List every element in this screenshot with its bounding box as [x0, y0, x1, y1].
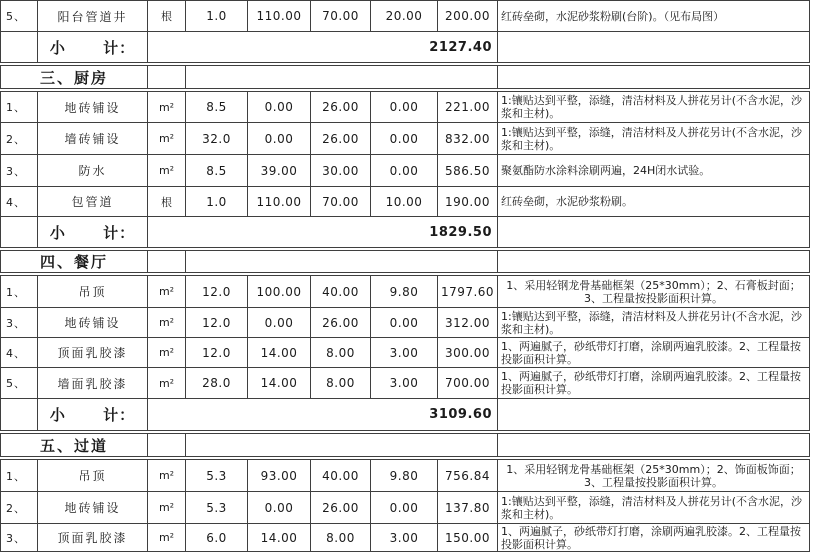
cell-price-2: 40.00: [311, 276, 371, 307]
cell-empty: [498, 399, 809, 430]
cell-price-3: 0.00: [371, 492, 438, 523]
cell-remark: 1、采用轻钢龙骨基础框架（25*30mm）；2、石膏板封面；3、工程量按投影面积计算。: [506, 278, 801, 305]
cell-row-number: 1、: [1, 92, 38, 122]
cell-price-3: 0.00: [371, 155, 438, 186]
cell-price-2: 8.00: [311, 368, 371, 398]
cell-item-name: 地砖铺设: [38, 492, 148, 523]
cell-price-2: 26.00: [311, 492, 371, 523]
section-title: 五、过道: [1, 434, 148, 456]
cell-unit: 根: [148, 187, 186, 216]
cell-quantity: 12.0: [186, 308, 248, 337]
cell-row-number: 5、: [1, 1, 38, 31]
item-row: [1, 123, 809, 155]
cell-empty: [498, 217, 809, 247]
cell-remark: 1:镶贴达到平整，添缝，清洁材料及人拼花另计(不含水泥，沙浆和主材)。: [501, 309, 802, 336]
cell-item-name: 吊顶: [38, 276, 148, 307]
cell-row-number: 4、: [1, 187, 38, 216]
item-row: [1, 92, 809, 123]
cell-row-number: 2、: [1, 492, 38, 523]
cell-remark: 红砖垒砌，水泥砂浆粉刷。: [501, 195, 633, 208]
cell-price-1: 14.00: [248, 368, 311, 398]
cell-price-1: 0.00: [248, 92, 311, 122]
cell-total: 150.00: [438, 524, 498, 551]
cell-unit: 根: [148, 1, 186, 31]
subtotal-row: [1, 32, 809, 62]
cell-quantity: 28.0: [186, 368, 248, 398]
cell-price-3: 0.00: [371, 92, 438, 122]
cell-row-number: 1、: [1, 276, 38, 307]
cell-price-1: 110.00: [248, 187, 311, 216]
cell-quantity: 5.3: [186, 492, 248, 523]
section-header-row: [1, 251, 809, 272]
cell-unit: m²: [148, 368, 186, 398]
cell-empty: [148, 434, 186, 456]
cell-empty: [1, 399, 38, 430]
cell-item-name: 顶面乳胶漆: [38, 338, 148, 367]
cell-price-1: 0.00: [248, 308, 311, 337]
cell-price-3: 10.00: [371, 187, 438, 216]
cell-empty: [498, 66, 809, 88]
subtotal-value: 2127.40: [148, 32, 498, 62]
cell-unit: m²: [148, 460, 186, 491]
cell-row-number: 3、: [1, 155, 38, 186]
subtotal-label: 小 计：: [38, 217, 148, 247]
cell-price-1: 14.00: [248, 524, 311, 551]
cell-price-3: 20.00: [371, 1, 438, 31]
cell-unit: m²: [148, 492, 186, 523]
cell-price-2: 26.00: [311, 123, 371, 154]
cell-empty: [498, 32, 809, 62]
cell-empty: [148, 251, 186, 272]
item-row: [1, 524, 809, 551]
cell-total: 312.00: [438, 308, 498, 337]
cell-total: 586.50: [438, 155, 498, 186]
subtotal-label: 小 计：: [38, 32, 148, 62]
cell-remark: 1:镶贴达到平整，添缝，清洁材料及人拼花另计(不含水泥，沙浆和主材)。: [501, 94, 802, 120]
cell-item-name: 墙面乳胶漆: [38, 368, 148, 398]
cell-total: 1797.60: [438, 276, 498, 307]
cell-remark: 聚氨酯防水涂料涂刷两遍，24H闭水试验。: [501, 164, 711, 177]
table-segment: [0, 91, 810, 248]
item-row: [1, 1, 809, 32]
cell-price-3: 3.00: [371, 338, 438, 367]
cell-remark: 1、两遍腻子，砂纸带灯打磨，涂刷两遍乳胶漆。2、工程量按投影面积计算。: [501, 339, 801, 366]
cell-price-1: 100.00: [248, 276, 311, 307]
cell-unit: m²: [148, 92, 186, 122]
cell-unit: m²: [148, 308, 186, 337]
cell-row-number: 4、: [1, 338, 38, 367]
table-segment: [0, 275, 810, 431]
cell-price-3: 0.00: [371, 123, 438, 154]
cell-remark: 1:镶贴达到平整，添缝，清洁材料及人拼花另计(不含水泥，沙浆和主材)。: [501, 494, 802, 521]
cell-remark: 1、两遍腻子，砂纸带灯打磨，涂刷两遍乳胶漆。2、工程量按投影面积计算。: [501, 370, 801, 396]
cell-total: 200.00: [438, 1, 498, 31]
subtotal-row: [1, 399, 809, 430]
subtotal-value: 3109.60: [148, 399, 498, 430]
cell-total: 190.00: [438, 187, 498, 216]
cell-item-name: 包管道: [38, 187, 148, 216]
cell-quantity: 12.0: [186, 276, 248, 307]
cell-item-name: 地砖铺设: [38, 308, 148, 337]
cell-total: 221.00: [438, 92, 498, 122]
cell-price-1: 14.00: [248, 338, 311, 367]
cell-row-number: 2、: [1, 123, 38, 154]
cell-row-number: 3、: [1, 524, 38, 551]
item-row: [1, 492, 809, 524]
cell-unit: m²: [148, 338, 186, 367]
table-segment: [0, 65, 810, 89]
cell-total: 300.00: [438, 338, 498, 367]
cell-price-3: 3.00: [371, 368, 438, 398]
table-segment: [0, 0, 810, 63]
cell-quantity: 8.5: [186, 92, 248, 122]
cell-price-1: 0.00: [248, 123, 311, 154]
cell-price-2: 8.00: [311, 524, 371, 551]
cell-quantity: 12.0: [186, 338, 248, 367]
cell-price-2: 70.00: [311, 1, 371, 31]
cell-quantity: 1.0: [186, 187, 248, 216]
cell-unit: m²: [148, 155, 186, 186]
cell-price-1: 0.00: [248, 492, 311, 523]
cell-unit: m²: [148, 524, 186, 551]
cell-empty: [148, 66, 186, 88]
cell-price-3: 9.80: [371, 276, 438, 307]
cell-unit: m²: [148, 276, 186, 307]
item-row: [1, 155, 809, 187]
cell-price-2: 26.00: [311, 308, 371, 337]
cell-row-number: 3、: [1, 308, 38, 337]
cell-row-number: 5、: [1, 368, 38, 398]
cell-empty: [498, 434, 809, 456]
cell-price-1: 93.00: [248, 460, 311, 491]
cell-item-name: 顶面乳胶漆: [38, 524, 148, 551]
item-row: [1, 276, 809, 308]
item-row: [1, 187, 809, 217]
cell-remark: 1、两遍腻子，砂纸带灯打磨，涂刷两遍乳胶漆。2、工程量按投影面积计算。: [501, 524, 801, 551]
cell-empty: [1, 32, 38, 62]
cell-empty: [186, 251, 498, 272]
item-row: [1, 460, 809, 492]
cell-price-1: 110.00: [248, 1, 311, 31]
cell-price-3: 3.00: [371, 524, 438, 551]
item-row: [1, 368, 809, 399]
cell-empty: [186, 434, 498, 456]
cell-item-name: 防水: [38, 155, 148, 186]
cell-price-2: 8.00: [311, 338, 371, 367]
cell-unit: m²: [148, 123, 186, 154]
cell-price-2: 40.00: [311, 460, 371, 491]
cell-quantity: 5.3: [186, 460, 248, 491]
cell-price-1: 39.00: [248, 155, 311, 186]
cell-empty: [1, 217, 38, 247]
cell-price-2: 26.00: [311, 92, 371, 122]
cell-total: 700.00: [438, 368, 498, 398]
item-row: [1, 338, 809, 368]
cell-total: 832.00: [438, 123, 498, 154]
cell-quantity: 8.5: [186, 155, 248, 186]
cell-empty: [186, 66, 498, 88]
section-header-row: [1, 434, 809, 456]
cell-quantity: 1.0: [186, 1, 248, 31]
cell-item-name: 吊顶: [38, 460, 148, 491]
cell-remark: 红砖垒砌，水泥砂浆粉刷(台阶)。（见布局图）: [501, 9, 725, 23]
section-header-row: [1, 66, 809, 88]
subtotal-row: [1, 217, 809, 247]
section-title: 四、餐厅: [1, 251, 148, 272]
table-segment: [0, 459, 810, 552]
cell-price-3: 9.80: [371, 460, 438, 491]
cell-remark: 1:镶贴达到平整，添缝，清洁材料及人拼花另计(不含水泥，沙浆和主材)。: [501, 125, 802, 152]
cell-row-number: 1、: [1, 460, 38, 491]
table-segment: [0, 250, 810, 273]
cell-remark: 1、采用轻钢龙骨基础框架（25*30mm）；2、饰面板饰面；3、工程量按投影面积计算。: [506, 462, 801, 489]
cell-total: 756.84: [438, 460, 498, 491]
item-row: [1, 308, 809, 338]
subtotal-value: 1829.50: [148, 217, 498, 247]
cell-total: 137.80: [438, 492, 498, 523]
cell-empty: [498, 251, 809, 272]
subtotal-label: 小 计：: [38, 399, 148, 430]
cell-price-2: 70.00: [311, 187, 371, 216]
cell-item-name: 阳台管道井: [38, 1, 148, 31]
table-segment: [0, 433, 810, 457]
cell-price-2: 30.00: [311, 155, 371, 186]
cell-quantity: 6.0: [186, 524, 248, 551]
section-title: 三、厨房: [1, 66, 148, 88]
cell-item-name: 墙砖铺设: [38, 123, 148, 154]
cell-price-3: 0.00: [371, 308, 438, 337]
cell-item-name: 地砖铺设: [38, 92, 148, 122]
cell-quantity: 32.0: [186, 123, 248, 154]
